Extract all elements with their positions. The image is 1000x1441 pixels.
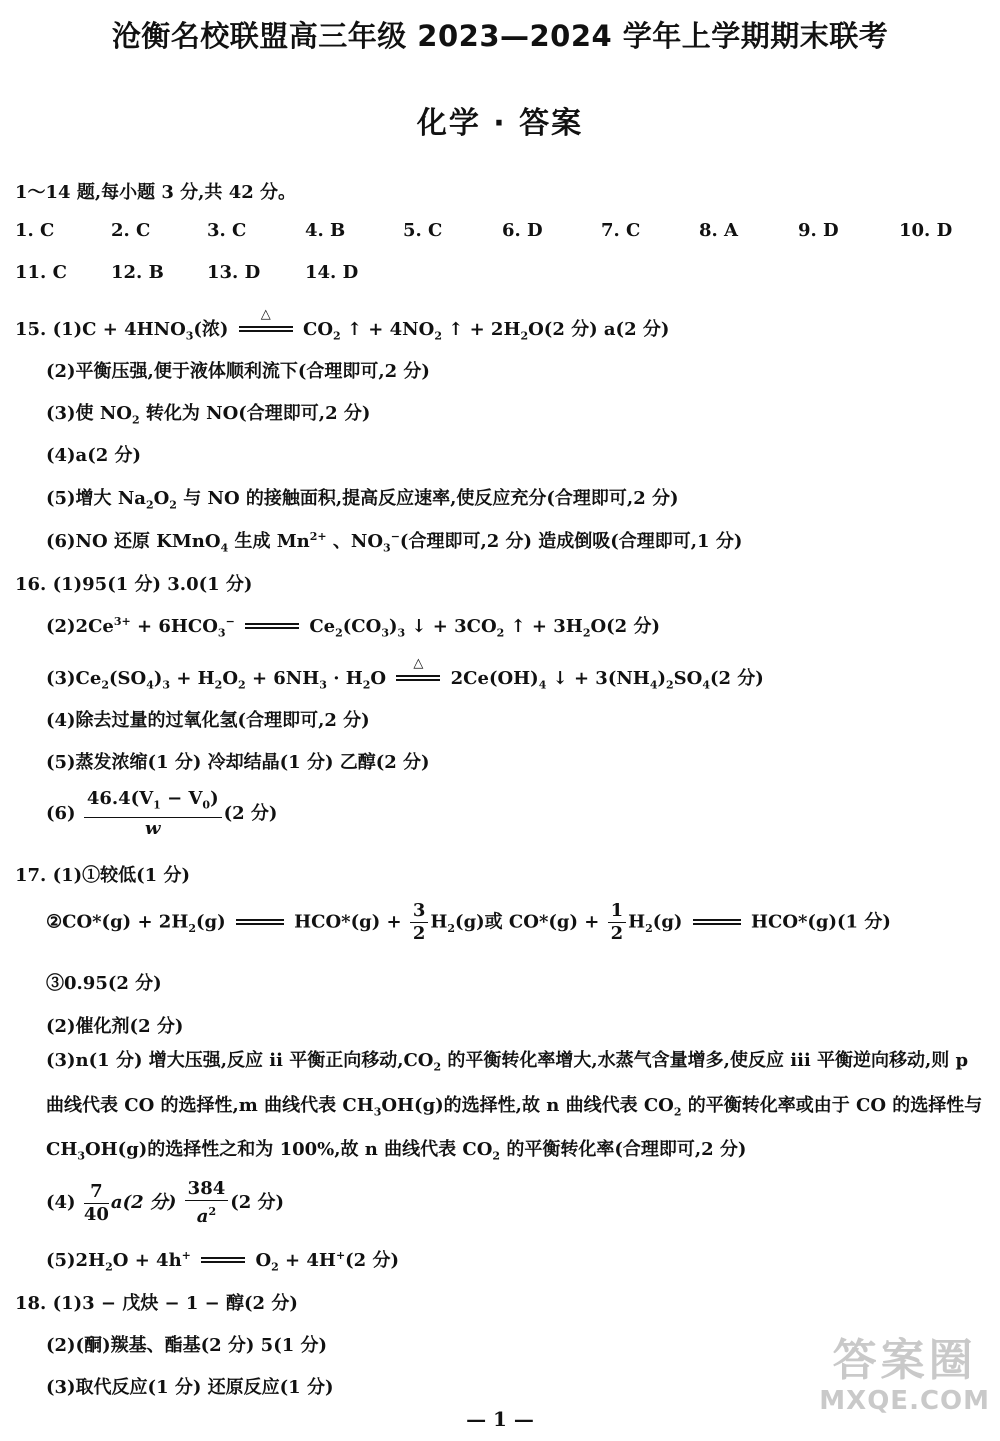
- q15-part6: (6)NO 还原 KMnO$_4$ 生成 $Mn^{2+}$ 、$NO_3^-$(合理即可,2 分) 造成倒吸(合理即可,1 分): [46, 530, 743, 555]
- answer-9: 9. D: [798, 220, 839, 241]
- q17-part2: (2)催化剂(2 分): [46, 1016, 184, 1037]
- answer-3: 3. C: [207, 220, 247, 241]
- q16-part1: 16. (1)95(1 分) 3.0(1 分): [15, 574, 253, 595]
- q18-part3: (3)取代反应(1 分) 还原反应(1 分): [46, 1377, 334, 1398]
- q16-part4: (4)除去过量的过氧化氢(合理即可,2 分): [46, 710, 370, 731]
- q17-part1-3: ③0.95(2 分): [46, 973, 162, 994]
- fraction: $\frac{46.4(V_1 - V_0)}{w}$: [84, 788, 222, 840]
- heat-equals-sign: △: [237, 325, 295, 335]
- q16-part3: $(3)Ce_2(SO_4)_3 + H_2O_2 + 6NH_3 \cdot H_2O$ △ $2Ce(OH)_4$ ↓ + $3(NH_4)_2SO_4(2$ 分): [46, 656, 764, 692]
- equals-sign: [199, 1256, 247, 1266]
- answer-11: 11. C: [15, 262, 67, 283]
- q17-part1: 17. (1)①较低(1 分): [15, 865, 190, 886]
- q16-part5: (5)蒸发浓缩(1 分) 冷却结晶(1 分) 乙醇(2 分): [46, 752, 430, 773]
- intro-text: 1～14 题,每小题 3 分,共 42 分。: [15, 182, 297, 203]
- q17-part1-equation: ②CO*(g) + $2H_2(g) HCO*(g)$ + $\frac{3}{2}$ $H_2(g)$或 CO*(g) + $\frac{1}{2}$ $H_2(g)$ HCO*(g)(1 分): [46, 900, 891, 944]
- q16-part2: $(2)2Ce^{3+} + 6HCO_3^-$ $Ce_2(CO_3)_3$ ↓ + $3CO_2$ ↑ + $3H_2O(2$ 分): [46, 615, 660, 640]
- answer-2: 2. C: [111, 220, 151, 241]
- fraction: $\frac{3}{2}$: [410, 900, 429, 945]
- q15-part5: (5)增大 $Na_2O_2$ 与 NO 的接触面积,提高反应速率,使反应充分(合理即可,2 分): [46, 488, 679, 512]
- answer-4: 4. B: [305, 220, 346, 241]
- q15-part3: (3)使 $NO_2$ 转化为 NO(合理即可,2 分): [46, 403, 371, 427]
- watermark-logo: 答案圈 MXQE.COM: [819, 1335, 990, 1416]
- q18-part1: 18. (1)3 − 戊炔 − 1 − 醇(2 分): [15, 1293, 298, 1314]
- answer-8: 8. A: [699, 220, 739, 241]
- q17-part5: $(5)2H_2O + 4h^+$ $O_2 + 4H^+(2$ 分): [46, 1249, 399, 1274]
- document-title: 沧衡名校联盟高三年级 2023—2024 学年上学期期末联考: [111, 19, 889, 53]
- q16-part6: (6) $\frac{46.4(V_1 - V_0)}{w}$ (2 分): [46, 788, 278, 839]
- document-subtitle: 化学 · 答案: [416, 106, 584, 141]
- fraction: $\frac{1}{2}$: [608, 900, 627, 945]
- page-number: — 1 —: [466, 1407, 534, 1431]
- answer-7: 7. C: [601, 220, 641, 241]
- answer-12: 12. B: [111, 262, 164, 283]
- answer-14: 14. D: [305, 262, 359, 283]
- fraction: $\frac{384}{a^2}$: [185, 1178, 229, 1228]
- answer-13: 13. D: [207, 262, 261, 283]
- q17-part4: (4) $\frac{7}{40}$ a(2 分) $\frac{384}{a^2}$ (2 分): [46, 1178, 285, 1227]
- fraction: $\frac{7}{40}$: [83, 1180, 109, 1225]
- answer-1: 1. C: [15, 220, 55, 241]
- q18-part2: (2)(酮)羰基、酯基(2 分) 5(1 分): [46, 1335, 328, 1356]
- q15-part4: (4)a(2 分): [46, 445, 142, 466]
- q15-part1: 15. $(1)C + 4HNO_3$(浓) △ $CO_2$ ↑ + $4NO_2$ ↑ + $2H_2O(2$ 分) a(2 分): [15, 307, 670, 343]
- answer-6: 6. D: [502, 220, 543, 241]
- equals-sign: [243, 622, 301, 632]
- q17-part3: (3)n(1 分) 增大压强,反应 ⅱ 平衡正向移动$,CO_2$ 的平衡转化率增大,水蒸气含量增多,使反应 ⅲ 平衡逆向移动,则 p 曲线代表 CO 的选择性,m 曲线代表 $CH_3OH(g)$的选择性,故 n 曲线代表 $CO_2$ 的平衡转化率或由于 CO 的选择性与 $CH_3OH(g)$的选择性之和为 100%,故 n 曲线代表 $CO_2$ 的平衡转化率(合理即可,2 分): [46, 1050, 983, 1163]
- q15-part2: (2)平衡压强,便于液体顺利流下(合理即可,2 分): [46, 361, 430, 382]
- heat-equals-sign: △: [394, 674, 442, 684]
- equals-sign: [234, 918, 286, 928]
- equals-sign: [691, 918, 743, 928]
- answer-5: 5. C: [403, 220, 443, 241]
- answer-10: 10. D: [899, 220, 953, 241]
